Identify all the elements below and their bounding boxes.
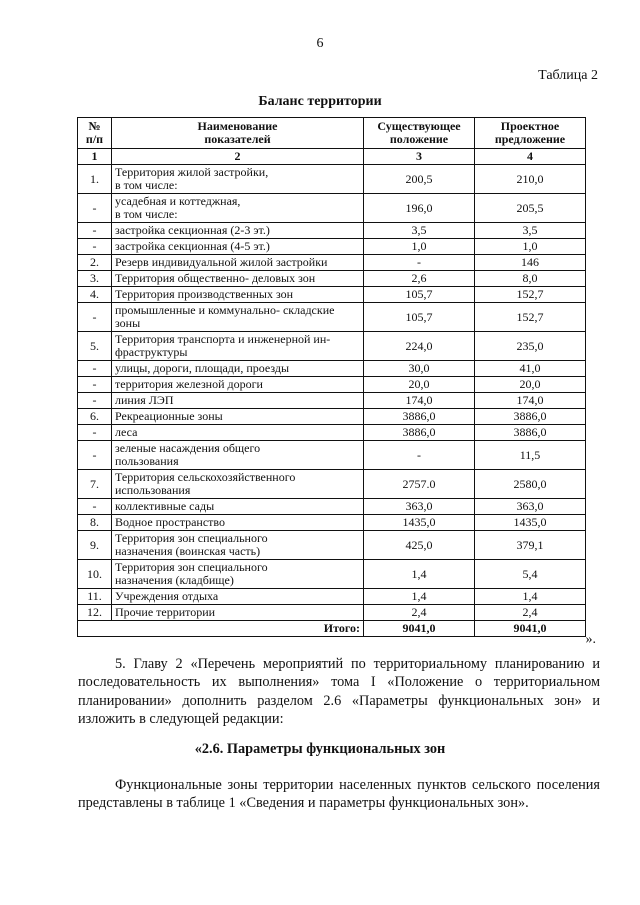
total-proposed: 9041,0 — [475, 621, 586, 637]
row-number: 5. — [78, 332, 112, 361]
row-proposed: 379,1 — [475, 531, 586, 560]
row-proposed: 235,0 — [475, 332, 586, 361]
row-name: Территория производственных зон — [112, 287, 364, 303]
row-existing: 2,4 — [364, 605, 475, 621]
row-proposed: 3,5 — [475, 223, 586, 239]
header-number: № п/п — [78, 118, 112, 149]
column-number-row — [78, 149, 586, 165]
row-proposed: 11,5 — [475, 441, 586, 470]
row-existing: 363,0 — [364, 499, 475, 515]
table-row — [78, 499, 586, 515]
row-proposed: 152,7 — [475, 287, 586, 303]
row-proposed: 5,4 — [475, 560, 586, 589]
row-number: - — [78, 194, 112, 223]
row-existing: - — [364, 255, 475, 271]
table-row — [78, 560, 586, 589]
table-row — [78, 303, 586, 332]
row-name: застройка секционная (2-3 эт.) — [112, 223, 364, 239]
row-name: Резерв индивидуальной жилой застройки — [112, 255, 364, 271]
table-caption: Таблица 2 — [538, 68, 598, 83]
row-proposed: 152,7 — [475, 303, 586, 332]
table-row — [78, 287, 586, 303]
row-number: - — [78, 361, 112, 377]
row-name: улицы, дороги, площади, проезды — [112, 361, 364, 377]
row-number: 2. — [78, 255, 112, 271]
header-proposed: Проектное предложение — [475, 118, 586, 149]
row-existing: 2,6 — [364, 271, 475, 287]
row-number: 3. — [78, 271, 112, 287]
header-name: Наименование показателей — [112, 118, 364, 149]
table-row — [78, 409, 586, 425]
table-row — [78, 425, 586, 441]
row-proposed: 20,0 — [475, 377, 586, 393]
table-row — [78, 361, 586, 377]
row-number: - — [78, 377, 112, 393]
row-existing: 2757.0 — [364, 470, 475, 499]
row-name: Территория общественно- деловых зон — [112, 271, 364, 287]
row-existing: 196,0 — [364, 194, 475, 223]
section-heading: «2.6. Параметры функциональных зон — [194, 741, 446, 757]
row-number: 7. — [78, 470, 112, 499]
total-label: Итого: — [78, 621, 364, 637]
table-row — [78, 165, 586, 194]
row-proposed: 2,4 — [475, 605, 586, 621]
row-proposed: 363,0 — [475, 499, 586, 515]
row-name: Учреждения отдыха — [112, 589, 364, 605]
row-name: Водное пространство — [112, 515, 364, 531]
table-row — [78, 470, 586, 499]
table-body — [78, 165, 586, 621]
row-name: усадебная и коттеджная, в том числе: — [112, 194, 364, 223]
row-number: 4. — [78, 287, 112, 303]
table-row — [78, 515, 586, 531]
page-number: 6 — [316, 36, 324, 51]
row-existing: 1,4 — [364, 560, 475, 589]
paragraph-amendment: 5. Главу 2 «Перечень мероприятий по территориальному планированию и последовательность их выполнения» тома I «Положение о территориальном планировании» дополнить разделом 2.6 «Параметры функциональных зон» и изложить в следующей редакции: — [78, 656, 600, 728]
row-existing: 425,0 — [364, 531, 475, 560]
row-proposed: 1,4 — [475, 589, 586, 605]
row-number: - — [78, 239, 112, 255]
row-existing: 105,7 — [364, 303, 475, 332]
row-name: линия ЛЭП — [112, 393, 364, 409]
row-existing: 224,0 — [364, 332, 475, 361]
row-existing: - — [364, 441, 475, 470]
row-existing: 3,5 — [364, 223, 475, 239]
table-row — [78, 377, 586, 393]
total-row — [78, 621, 586, 637]
row-number: 12. — [78, 605, 112, 621]
row-proposed: 1435,0 — [475, 515, 586, 531]
row-proposed: 3886,0 — [475, 425, 586, 441]
table-row — [78, 589, 586, 605]
row-number: - — [78, 499, 112, 515]
row-number: - — [78, 441, 112, 470]
row-existing: 3886,0 — [364, 409, 475, 425]
column-number: 1 — [78, 149, 112, 165]
row-proposed: 2580,0 — [475, 470, 586, 499]
row-proposed: 210,0 — [475, 165, 586, 194]
column-number: 2 — [112, 149, 364, 165]
column-number: 3 — [364, 149, 475, 165]
row-proposed: 1,0 — [475, 239, 586, 255]
row-name: леса — [112, 425, 364, 441]
row-name: застройка секционная (4-5 эт.) — [112, 239, 364, 255]
territory-balance-table — [77, 117, 586, 637]
total-existing: 9041,0 — [364, 621, 475, 637]
row-name: промышленные и коммунально- складские зоны — [112, 303, 364, 332]
table-row — [78, 255, 586, 271]
row-number: 1. — [78, 165, 112, 194]
table-row — [78, 223, 586, 239]
row-existing: 3886,0 — [364, 425, 475, 441]
row-proposed: 3886,0 — [475, 409, 586, 425]
row-existing: 1435,0 — [364, 515, 475, 531]
table-row — [78, 239, 586, 255]
row-name: зеленые насаждения общего пользования — [112, 441, 364, 470]
row-number: 6. — [78, 409, 112, 425]
table-row — [78, 531, 586, 560]
row-number: - — [78, 223, 112, 239]
row-name: коллективные сады — [112, 499, 364, 515]
table-row — [78, 332, 586, 361]
row-existing: 1,4 — [364, 589, 475, 605]
table-row — [78, 271, 586, 287]
row-proposed: 174,0 — [475, 393, 586, 409]
row-number: - — [78, 303, 112, 332]
row-number: 11. — [78, 589, 112, 605]
table-title: Баланс территории — [258, 94, 382, 109]
row-existing: 30,0 — [364, 361, 475, 377]
row-proposed: 41,0 — [475, 361, 586, 377]
row-existing: 105,7 — [364, 287, 475, 303]
row-name: Территория зон специального назначения (кладбище) — [112, 560, 364, 589]
row-name: Рекреационные зоны — [112, 409, 364, 425]
column-number: 4 — [475, 149, 586, 165]
row-name: Прочие территории — [112, 605, 364, 621]
table-row — [78, 194, 586, 223]
row-number: - — [78, 393, 112, 409]
row-number: 8. — [78, 515, 112, 531]
row-name: Территория сельскохозяйственного использования — [112, 470, 364, 499]
row-proposed: 8,0 — [475, 271, 586, 287]
row-name: Территория жилой застройки, в том числе: — [112, 165, 364, 194]
row-name: Территория зон специального назначения (воинская часть) — [112, 531, 364, 560]
row-number: 9. — [78, 531, 112, 560]
row-number: - — [78, 425, 112, 441]
row-proposed: 146 — [475, 255, 586, 271]
row-existing: 200,5 — [364, 165, 475, 194]
table-row — [78, 393, 586, 409]
closing-quote: ». — [585, 632, 596, 647]
row-name: территория железной дороги — [112, 377, 364, 393]
row-proposed: 205,5 — [475, 194, 586, 223]
paragraph-functional-zones: Функциональные зоны территории населенных пунктов сельского поселения представлены в таблице 1 «Сведения и параметры функциональных зон». — [78, 777, 600, 812]
row-number: 10. — [78, 560, 112, 589]
row-existing: 20,0 — [364, 377, 475, 393]
row-existing: 1,0 — [364, 239, 475, 255]
row-name: Территория транспорта и инженерной ин- фраструктуры — [112, 332, 364, 361]
table-row — [78, 605, 586, 621]
header-existing: Существующее положение — [364, 118, 475, 149]
table-header-row — [78, 118, 586, 149]
row-existing: 174,0 — [364, 393, 475, 409]
table-row — [78, 441, 586, 470]
